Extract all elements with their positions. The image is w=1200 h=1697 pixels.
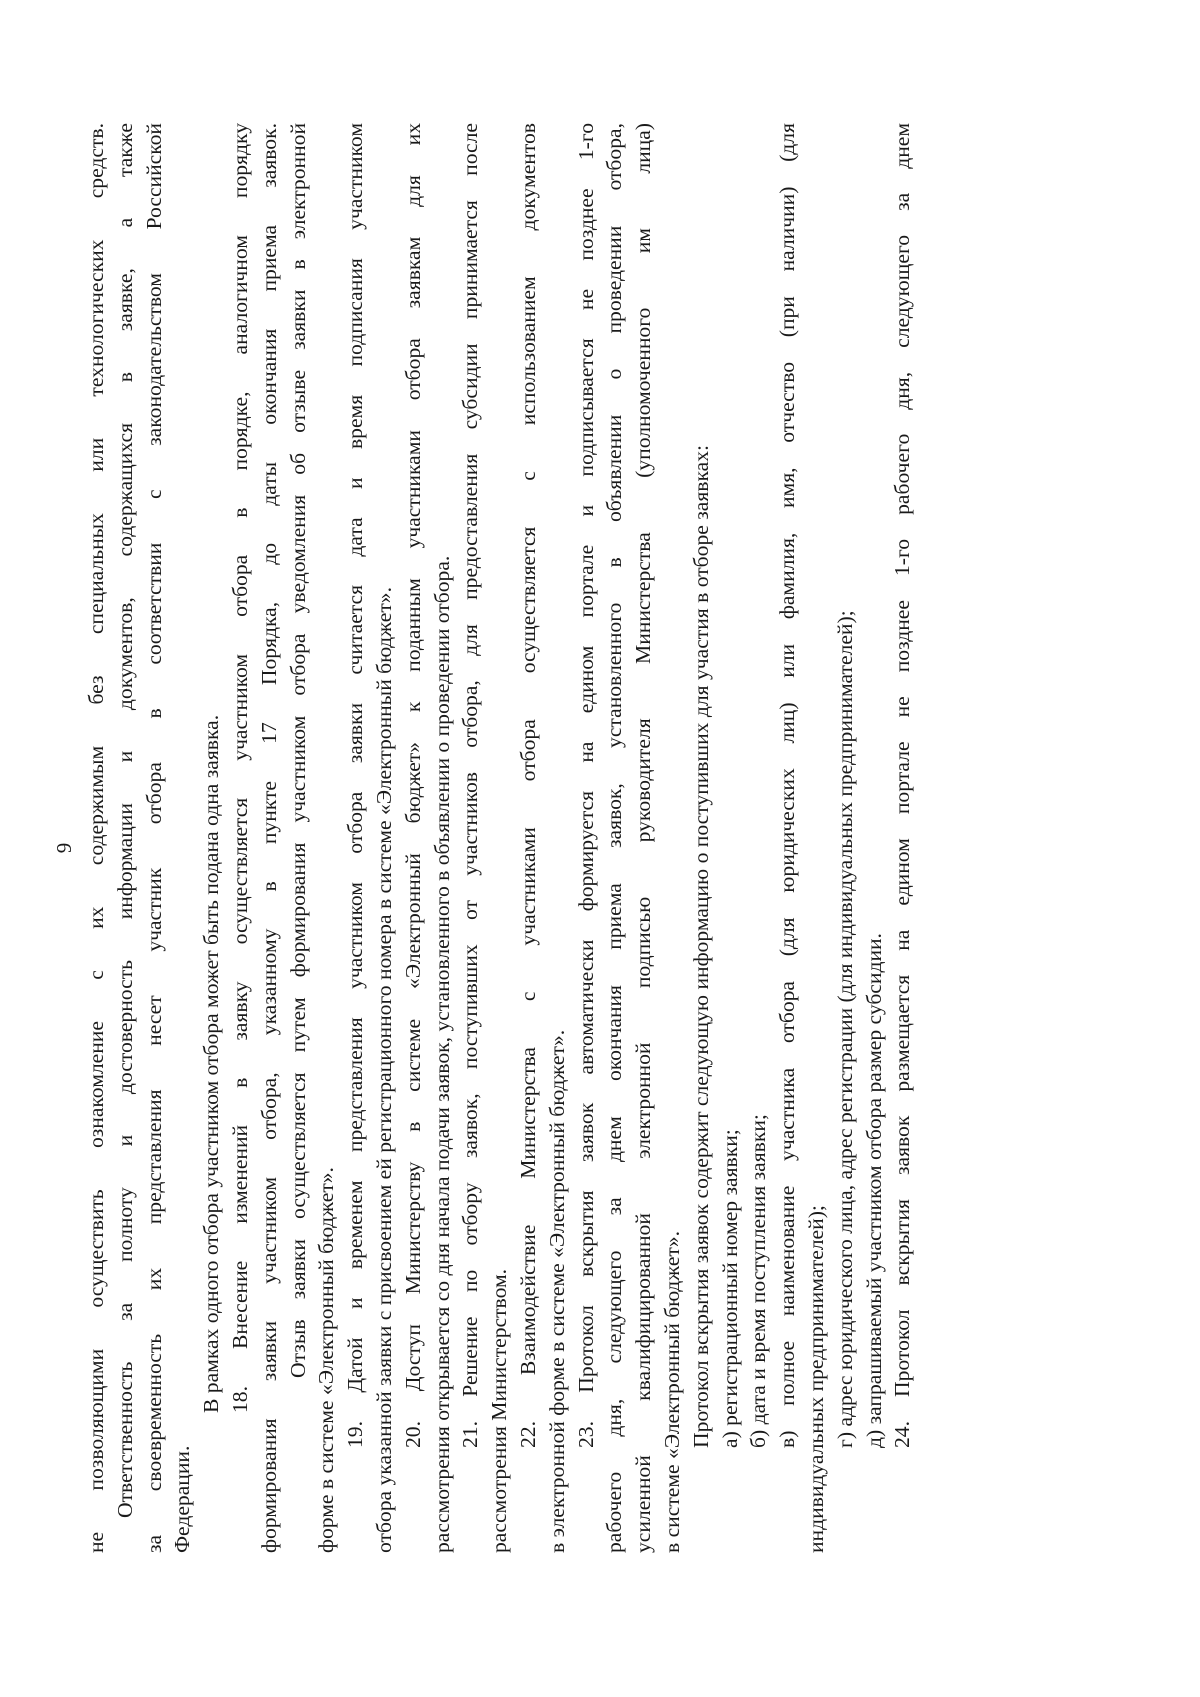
text-line: 19. Датой и временем представления участником отбора заявки считается дата и время подписания участником: [343, 123, 368, 1448]
text-line: 20. Доступ Министерству в системе «Электронный бюджет» к поданным участниками отбора заявкам для их: [400, 123, 425, 1448]
text-line: в) полное наименование участника отбора (для юридических лиц) или фамилия, имя, отчество (при наличии) (для: [775, 123, 800, 1448]
text-line: Ответственность за полноту и достоверность информации и документов, содержащихся в заявке, а также: [112, 123, 137, 1518]
text-line: за своевременность их представления несет участник отбора в соответствии с законодательством Российской: [141, 123, 166, 1553]
text-line: г) адрес юридического лица, адрес регистрации (для индивидуальных предпринимателей);: [832, 610, 857, 1448]
text-line: форме в системе «Электронный бюджет».: [314, 1167, 339, 1553]
text-line: рабочего дня, следующего за днем окончания приема заявок, установленного в объявлении о проведении отбора,: [602, 123, 627, 1553]
document-page: [0, 48, 1200, 1648]
text-line: В рамках одного отбора участником отбора может быть подана одна заявка.: [199, 714, 224, 1413]
text-line: 24. Протокол вскрытия заявок размещается на едином портале не позднее 1-го рабочего дня, следующего за днем: [890, 123, 915, 1448]
text-line: рассмотрения Министерством.: [487, 1268, 512, 1553]
document-body: [82, 123, 917, 1553]
text-line: индивидуальных предпринимателей);: [803, 1205, 828, 1553]
text-line: 21. Решение по отбору заявок, поступивших от участников отбора, для предоставления субсидии принимается после: [458, 123, 483, 1448]
text-line: Отзыв заявки осуществляется путем формирования участником отбора уведомления об отзыве заявки в электронной: [285, 123, 310, 1378]
text-line: 23. Протокол вскрытия заявок автоматически формируется на едином портале и подписывается не позднее 1-го: [573, 123, 598, 1448]
text-line: а) регистрационный номер заявки;: [717, 1129, 742, 1448]
text-line: в системе «Электронный бюджет».: [659, 1230, 684, 1553]
text-line: усиленной квалифицированной электронной подписью руководителя Министерства (уполномоченного им лица): [631, 123, 656, 1553]
page-number: 9: [52, 842, 76, 854]
text-line: б) дата и время поступления заявки;: [746, 1114, 771, 1448]
text-line: 18. Внесение изменений в заявку осуществляется участником отбора в порядке, аналогичном порядку: [227, 123, 252, 1413]
text-line: в электронной форме в системе «Электронный бюджет».: [544, 1029, 569, 1553]
text-line: 22. Взаимодействие Министерства с участниками отбора осуществляется с использованием документов: [515, 123, 540, 1448]
text-line: отбора указанной заявки с присвоением ей регистрационного номера в системе «Электронный бюджет».: [371, 586, 396, 1553]
text-line: не позволяющими осуществить ознакомление с их содержимым без специальных или технологических средств.: [84, 123, 108, 1553]
text-line: Федерации.: [170, 1445, 195, 1553]
text-line: Протокол вскрытия заявок содержит следующую информацию о поступивших для участия в отборе заявках:: [688, 444, 713, 1448]
text-line: д) запрашиваемый участником отбора размер субсидии.: [861, 933, 886, 1448]
text-line: рассмотрения открывается со дня начала подачи заявок, установленного в объявлении о проведении отбора.: [429, 555, 454, 1553]
text-line: формирования заявки участником отбора, указанному в пункте 17 Порядка, до даты окончания приема заявок.: [256, 123, 281, 1553]
